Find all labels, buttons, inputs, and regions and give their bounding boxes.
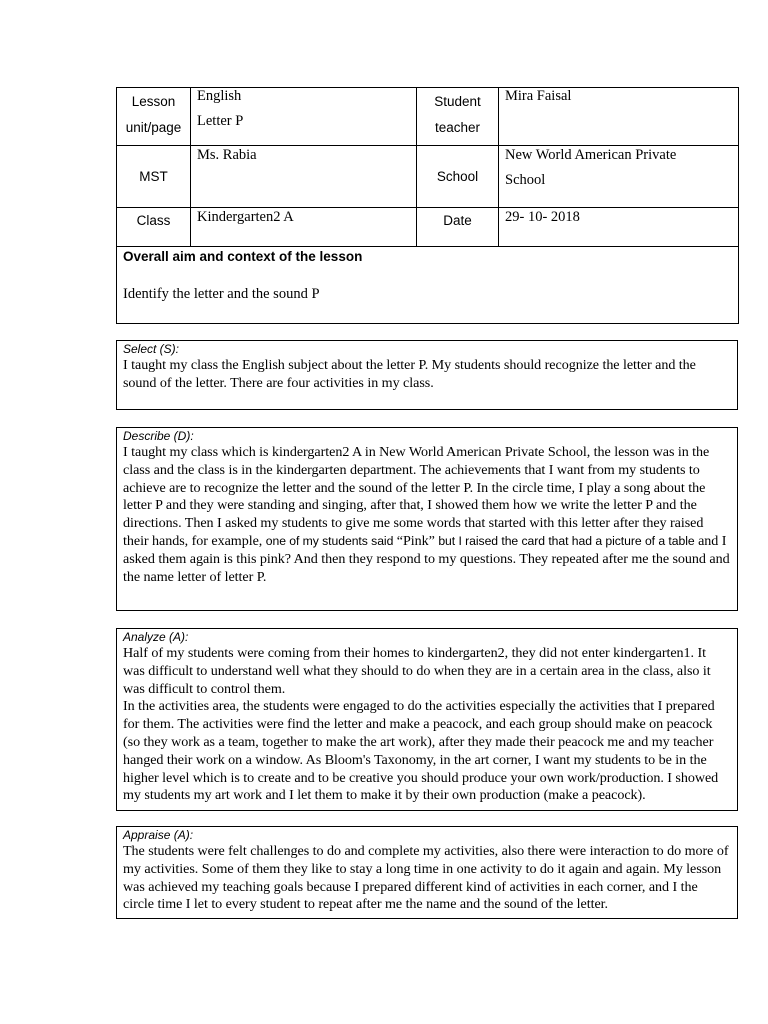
overall-aim-section xyxy=(117,247,739,324)
analyze-paragraph-2: In the activities area, the students were engaged to do the activities especially the activities that I prepared for them. The activities were find the letter and make a peacock, and each group should make on peacock (so they work as a team, together to make the art work), after they made their peacock me and my teacher hanged their work on a window. As Bloom's Taxonomy, in the art corner, I want my students to be in the higher level which is to create and to be creative you should produce your own work/production. I showed my students my art work and I let them to make it by their own production (make a peacock). xyxy=(123,698,719,804)
date-text: 29- 10- 2018 xyxy=(505,209,580,225)
lesson-label-line2: unit/page xyxy=(125,120,182,135)
describe-title: Describe (D): xyxy=(123,429,194,443)
student-label-line2: teacher xyxy=(434,120,481,135)
analyze-title: Analyze (A): xyxy=(123,630,189,644)
school-label: School xyxy=(417,146,499,208)
select-title: Select (S): xyxy=(123,342,180,356)
school-value-line1: New World American Private xyxy=(505,147,677,163)
aim-text: Identify the letter and the sound P xyxy=(123,286,320,302)
appraise-section xyxy=(116,826,738,919)
lesson-label-line1: Lesson xyxy=(131,94,176,109)
school-value-line2: School xyxy=(505,172,546,188)
describe-text-card: but I raised the card that had a picture of a table xyxy=(438,533,695,548)
appraise-text: The students were felt challenges to do and complete my activities, also there were interaction to do more of my activities. Some of them they like to stay a long time in one activity to do it again and again. My lesson was achieved my teaching goals because I prepared different kind of activities in each corner, and I the circle time I let to every student to repeat after me the name and the sound of the letter. xyxy=(123,843,729,913)
school-value xyxy=(499,146,739,208)
lesson-info-table xyxy=(116,87,739,324)
lesson-value-line2: Letter P xyxy=(197,113,244,129)
student-teacher-value xyxy=(499,88,739,146)
describe-text-quote: “Pink” xyxy=(393,532,439,549)
class-name: Kindergarten2 A xyxy=(197,209,294,225)
mst-name: Ms. Rabia xyxy=(197,147,257,163)
describe-text-part2: and I asked them again is this pink? And then they respond to my questions. They repeated after me the sound and the name letter of letter P. xyxy=(123,532,730,585)
mst-value xyxy=(191,146,417,208)
mst-label: MST xyxy=(117,146,191,208)
class-value xyxy=(191,208,417,247)
analyze-text xyxy=(123,645,730,805)
student-label-line1: Student xyxy=(434,94,481,109)
aim-title: Overall aim and context of the lesson xyxy=(123,249,363,264)
lesson-unit-label xyxy=(117,88,191,146)
describe-text-quote-lead: one of my students said xyxy=(265,533,394,548)
select-section xyxy=(116,340,738,410)
appraise-title: Appraise (A): xyxy=(123,828,194,842)
describe-text xyxy=(123,444,730,586)
lesson-value-line1: English xyxy=(197,88,242,104)
analyze-section xyxy=(116,628,738,811)
describe-section xyxy=(116,427,738,611)
select-text: I taught my class the English subject about the letter P. My students should recognize the letter and the sound of the letter. There are four activities in my class. xyxy=(123,357,696,391)
lesson-unit-value xyxy=(191,88,417,146)
date-label: Date xyxy=(417,208,499,247)
date-value xyxy=(499,208,739,247)
student-teacher-name: Mira Faisal xyxy=(505,88,572,104)
student-teacher-label xyxy=(417,88,499,146)
analyze-paragraph-1: Half of my students were coming from their homes to kindergarten2, they did not enter kindergarten1. It was difficult to understand well what they should to do when they are in a certain area in the class, also it was difficult to control them. xyxy=(123,645,711,697)
describe-text-part1: I taught my class which is kindergarten2 A in New World American Private School, the lesson was in the class and the class is in the kindergarten department. The achievements that I want from my students to achieve are to recognize the letter and the sound of the letter P. In the circle time, I play a song about the letter P and they were standing and singing, after that, I showed them how we write the letter P and the directions. Then I asked my students to give me some words that started with this letter after they raised their hands, for example, xyxy=(123,444,710,549)
class-label: Class xyxy=(117,208,191,247)
